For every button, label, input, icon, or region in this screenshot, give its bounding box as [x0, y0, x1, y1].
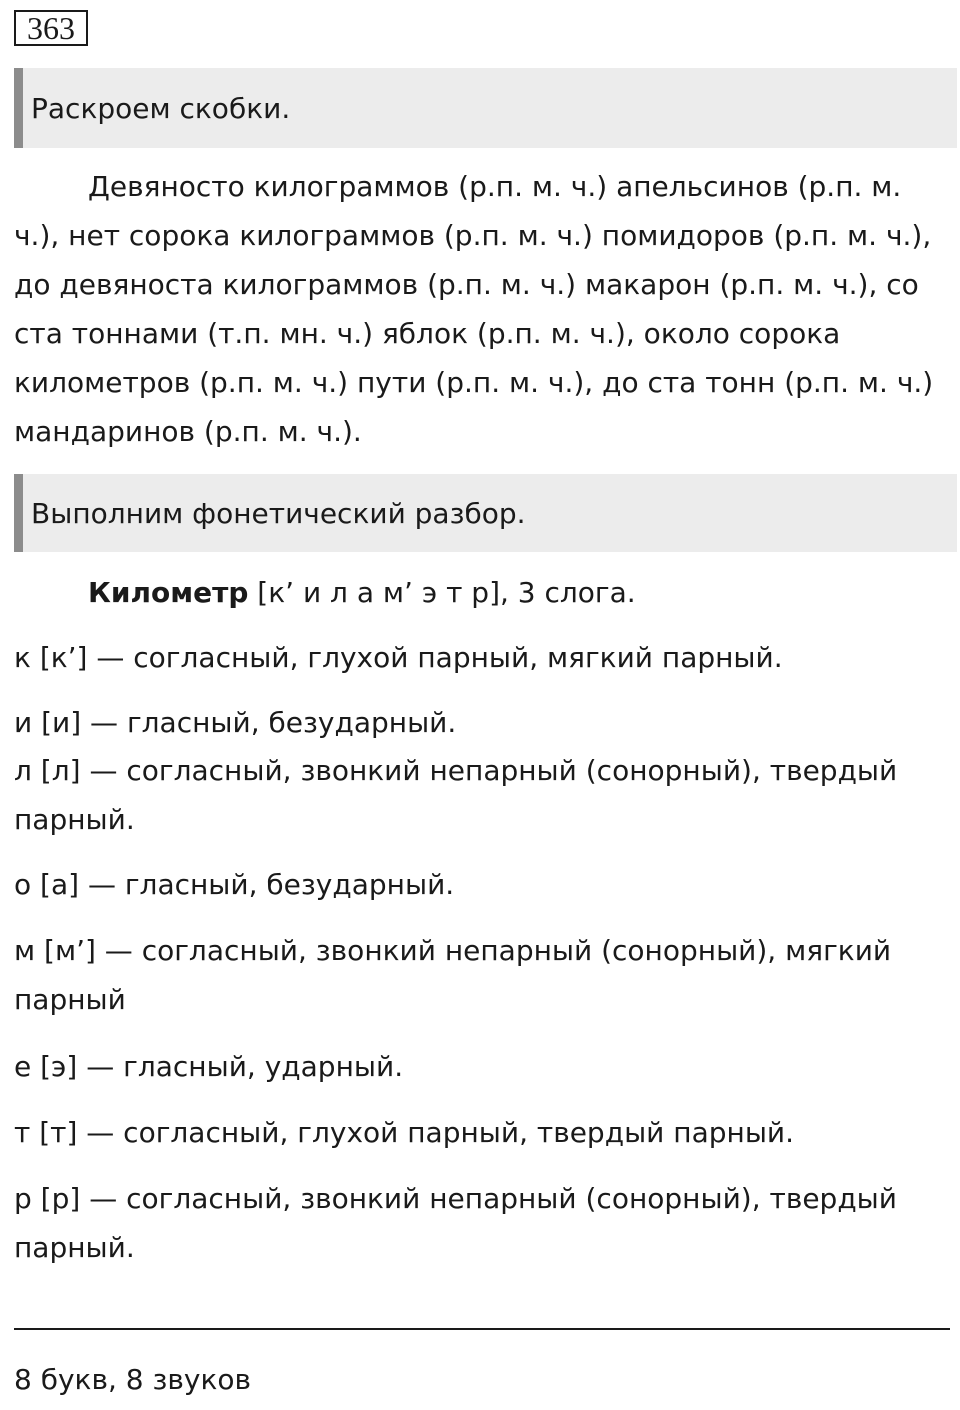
section-header-brackets — [14, 68, 957, 148]
section-header-phonetic — [14, 474, 957, 552]
sound-line: к [к’] — согласный, глухой парный, мягкий парный. — [14, 641, 783, 674]
sound-line: е [э] — гласный, ударный. — [14, 1050, 404, 1083]
section-header-label: Выполним фонетический разбор. — [31, 496, 526, 530]
summary-line: 8 букв, 8 звуков — [14, 1363, 251, 1396]
sound-line: т [т] — согласный, глухой парный, твердый парный. — [14, 1116, 795, 1149]
sound-line: о [а] — гласный, безударный. — [14, 868, 455, 901]
phonetic-transcription: [к’ и л а м’ э т р], 3 слога. — [248, 576, 636, 609]
sound-line: и [и] — гласный, безударный. — [14, 706, 457, 739]
sound-line: м [м’] — согласный, звонкий непарный (сонорный), мягкий парный — [14, 934, 892, 1016]
sound-line: р [р] — согласный, звонкий непарный (сонорный), твердый парный. — [14, 1182, 897, 1264]
phonetic-word-line — [14, 568, 954, 617]
brackets-paragraph: Девяносто килограммов (р.п. м. ч.) апельсинов (р.п. м. ч.), нет сорока килограммов (р.п. м. ч.) помидоров (р.п. м. ч.), до девяноста килограммов (р.п. м. ч.) макарон (р.п. м. ч.), со ста тоннами (т.п. мн. ч.) яблок (р.п. м. ч.), около сорока километров (р.п. м. ч.) пути (р.п. м. ч.), до ста тонн (р.п. м. ч.) мандаринов (р.п. м. ч.). — [14, 170, 934, 448]
sound-line: л [л] — согласный, звонкий непарный (сонорный), твердый парный. — [14, 754, 898, 836]
divider — [14, 1328, 950, 1330]
section-header-label: Раскроем скобки. — [31, 91, 291, 125]
phonetic-word: Километр — [88, 576, 249, 609]
task-number: 363 — [14, 10, 88, 46]
